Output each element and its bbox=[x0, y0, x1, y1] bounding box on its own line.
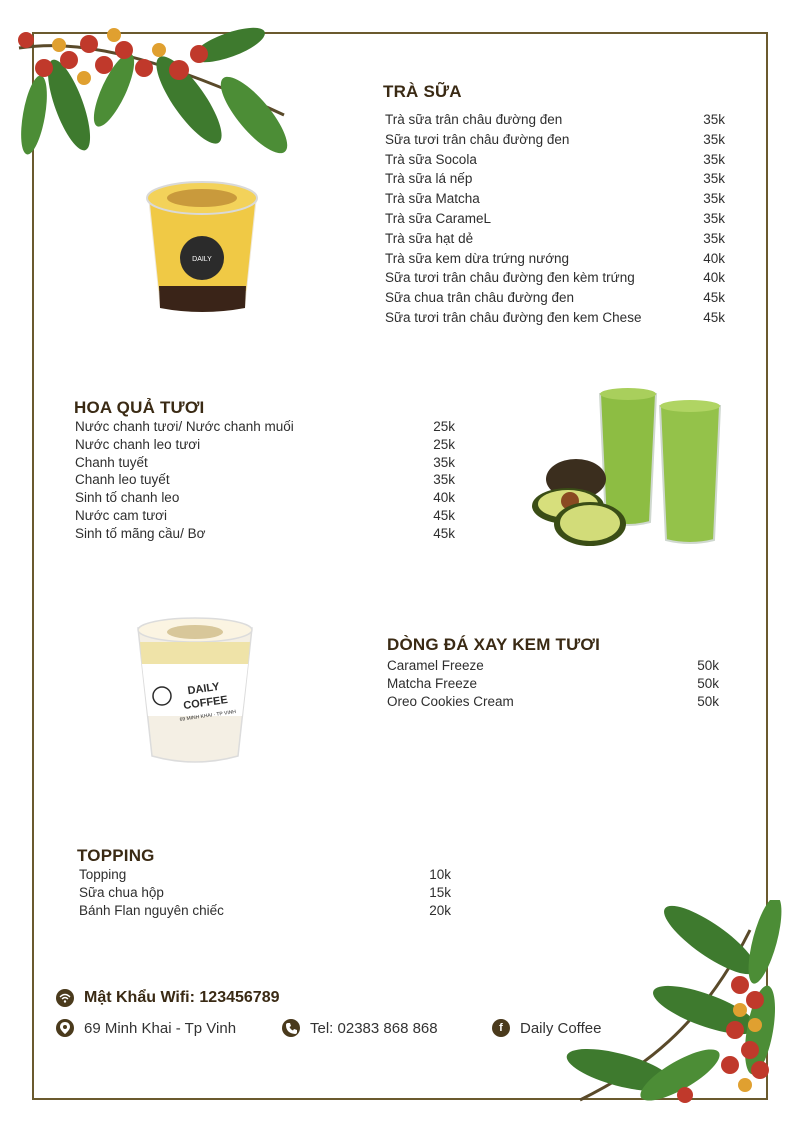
avocado-smoothie-image bbox=[528, 384, 728, 549]
menu-item-name: Matcha Freeze bbox=[387, 676, 478, 691]
menu-item bbox=[79, 866, 451, 884]
menu-item bbox=[79, 884, 451, 902]
freeze-cup-image bbox=[134, 616, 256, 768]
menu-item-name: Sinh tố chanh leo bbox=[75, 490, 180, 506]
facebook-text: Daily Coffee bbox=[520, 1019, 602, 1037]
cup-brand-line3: 69 MINH KHAI · TP VINH bbox=[179, 709, 237, 723]
menu-item-price: 25k bbox=[433, 436, 455, 452]
tra-sua-list bbox=[385, 110, 725, 328]
milk-tea-cup-image bbox=[140, 176, 265, 316]
facebook-icon: f bbox=[492, 1019, 510, 1037]
menu-item-name: Trà sữa lá nếp bbox=[385, 171, 473, 187]
menu-item-name: Sữa chua trân châu đường đen bbox=[385, 290, 575, 306]
menu-item-name: Trà sữa Socola bbox=[385, 151, 477, 167]
menu-item-name: Sữa tươi trân châu đường đen kèm trứng bbox=[385, 270, 635, 286]
location-pin-icon bbox=[56, 1019, 74, 1037]
menu-item bbox=[385, 288, 725, 308]
menu-item-price: 35k bbox=[703, 191, 725, 207]
coffee-branch-top-left bbox=[14, 20, 299, 160]
menu-item bbox=[387, 675, 719, 693]
menu-item-name: Chanh tuyết bbox=[75, 454, 148, 470]
menu-item bbox=[385, 169, 725, 189]
menu-item bbox=[75, 489, 455, 507]
menu-item-name: Nước chanh leo tươi bbox=[75, 436, 201, 452]
menu-item bbox=[387, 693, 719, 711]
menu-item-price: 40k bbox=[703, 270, 725, 286]
menu-item bbox=[385, 209, 725, 229]
menu-item bbox=[75, 418, 455, 436]
da-xay-list bbox=[387, 657, 719, 711]
hoa-qua-list bbox=[75, 418, 455, 543]
menu-item-name: Trà sữa Matcha bbox=[385, 191, 480, 207]
menu-item-name: Chanh leo tuyết bbox=[75, 472, 170, 488]
menu-item bbox=[385, 189, 725, 209]
menu-item-price: 10k bbox=[429, 867, 451, 882]
cup-brand-line1: DAILY bbox=[186, 680, 221, 698]
menu-item-price: 20k bbox=[429, 903, 451, 918]
menu-item-price: 45k bbox=[703, 290, 725, 306]
menu-item-name: Trà sữa hạt dẻ bbox=[385, 230, 474, 246]
da-xay-title: DÒNG ĐÁ XAY KEM TƯƠI bbox=[387, 635, 601, 654]
menu-item-price: 45k bbox=[433, 525, 455, 541]
menu-item-name: Trà sữa CarameL bbox=[385, 210, 492, 226]
address-text: 69 Minh Khai - Tp Vinh bbox=[84, 1019, 237, 1037]
menu-item bbox=[75, 436, 455, 454]
hoa-qua-title: HOA QUẢ TƯƠI bbox=[74, 398, 205, 417]
menu-item bbox=[385, 268, 725, 288]
menu-item bbox=[385, 229, 725, 249]
menu-item-price: 50k bbox=[697, 694, 719, 709]
menu-item bbox=[75, 525, 455, 543]
phone-info bbox=[282, 1019, 438, 1037]
coffee-branch-bottom-right bbox=[550, 900, 790, 1115]
menu-item-price: 35k bbox=[433, 472, 455, 488]
menu-item bbox=[387, 657, 719, 675]
tra-sua-title: TRÀ SỮA bbox=[383, 82, 462, 101]
menu-item-price: 25k bbox=[433, 419, 455, 434]
menu-item-price: 45k bbox=[433, 507, 455, 523]
menu-item-price: 40k bbox=[703, 250, 725, 266]
menu-item-price: 35k bbox=[703, 112, 725, 127]
menu-item-name: Topping bbox=[79, 867, 127, 882]
menu-item bbox=[385, 130, 725, 150]
menu-item-name: Sữa tươi trân châu đường đen kem Chese bbox=[385, 309, 642, 325]
menu-item-name: Nước chanh tươi/ Nước chanh muối bbox=[75, 419, 294, 434]
menu-item bbox=[79, 902, 451, 920]
menu-item-name: Sinh tố mãng cầu/ Bơ bbox=[75, 525, 206, 541]
wifi-icon bbox=[56, 989, 74, 1007]
menu-item-price: 35k bbox=[703, 151, 725, 167]
menu-item-name: Trà sữa trân châu đường đen bbox=[385, 112, 563, 127]
menu-item-price: 50k bbox=[697, 676, 719, 691]
menu-item-price: 35k bbox=[703, 171, 725, 187]
menu-item-name: Oreo Cookies Cream bbox=[387, 694, 514, 709]
menu-item-price: 45k bbox=[703, 309, 725, 325]
menu-item bbox=[385, 110, 725, 130]
cup-brand-line2: COFFEE bbox=[182, 693, 229, 713]
wifi-info bbox=[56, 989, 279, 1007]
menu-item bbox=[385, 308, 725, 328]
menu-item-price: 15k bbox=[429, 885, 451, 900]
wifi-password: Mật Khẩu Wifi: 123456789 bbox=[84, 989, 280, 1006]
menu-item-name: Nước cam tươi bbox=[75, 507, 168, 523]
svg-text:DAILY: DAILY bbox=[192, 256, 212, 263]
menu-item-price: 40k bbox=[433, 490, 455, 506]
menu-item-name: Sữa tươi trân châu đường đen bbox=[385, 131, 570, 147]
facebook-info bbox=[492, 1019, 601, 1037]
menu-item-price: 50k bbox=[697, 658, 719, 673]
menu-item bbox=[75, 454, 455, 472]
menu-item-name: Trà sữa kem dừa trứng nướng bbox=[385, 250, 570, 266]
topping-title: TOPPING bbox=[77, 846, 155, 865]
phone-text: Tel: 02383 868 868 bbox=[310, 1019, 438, 1037]
topping-list bbox=[79, 866, 451, 920]
menu-item-price: 35k bbox=[703, 131, 725, 147]
menu-item-name: Sữa chua hộp bbox=[79, 885, 164, 900]
menu-item bbox=[75, 471, 455, 489]
phone-icon bbox=[282, 1019, 300, 1037]
menu-item bbox=[385, 249, 725, 269]
menu-item-name: Caramel Freeze bbox=[387, 658, 484, 673]
menu-item-price: 35k bbox=[703, 230, 725, 246]
menu-item-price: 35k bbox=[703, 210, 725, 226]
address-info bbox=[56, 1019, 236, 1037]
menu-item bbox=[385, 150, 725, 170]
menu-item bbox=[75, 507, 455, 525]
menu-item-name: Bánh Flan nguyên chiếc bbox=[79, 903, 224, 918]
menu-item-price: 35k bbox=[433, 454, 455, 470]
